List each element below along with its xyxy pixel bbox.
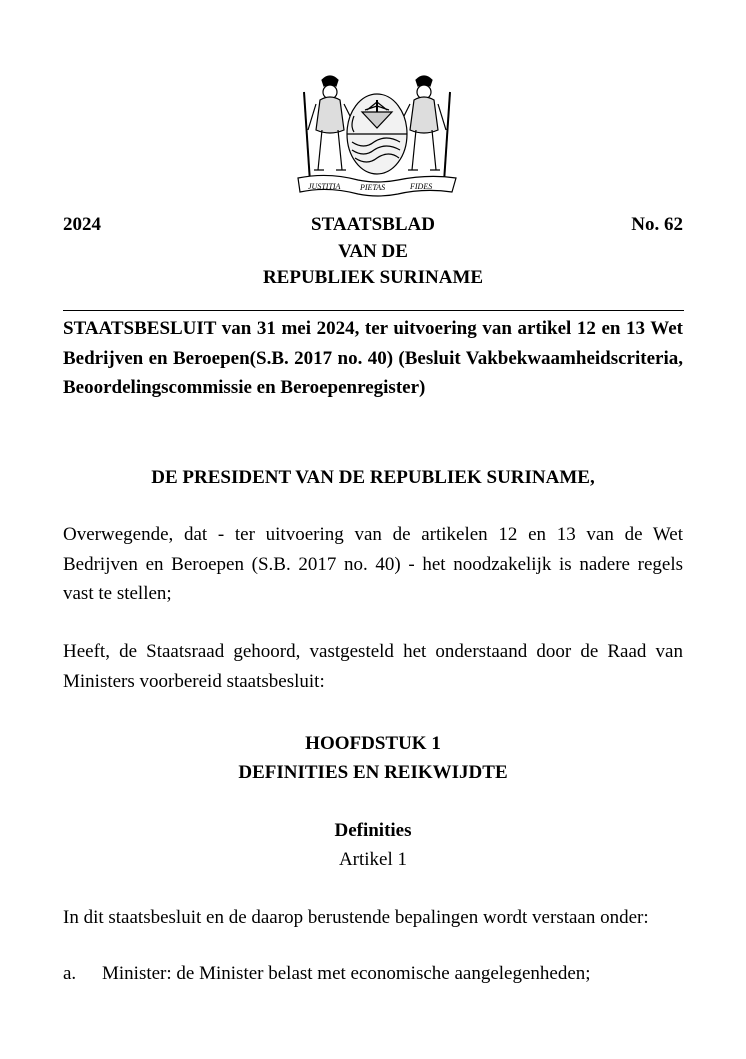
motto-word-2: PIETAS xyxy=(360,183,386,192)
article-heading: Definities xyxy=(334,820,412,841)
header-title-line-2: VAN DE xyxy=(338,241,408,262)
enactment-paragraph: Heeft, de Staatsraad gehoord, vastgesteld het onderstaand door de Raad van Ministers voorbereid staatsbesluit: xyxy=(63,641,683,692)
list-item-text: Minister: de Minister belast met economische aangelegenheden; xyxy=(102,963,591,984)
header-title-line-3: REPUBLIEK SURINAME xyxy=(262,267,484,288)
coat-of-arms-icon xyxy=(292,72,462,200)
article-intro: In dit staatsbesluit en de daarop berustende bepalingen wordt verstaan onder: xyxy=(63,907,649,928)
chapter-title: DEFINITIES EN REIKWIJDTE xyxy=(238,762,508,783)
president-line: DE PRESIDENT VAN DE REPUBLIEK SURINAME, xyxy=(151,467,595,488)
header-title-line-1: STAATSBLAD xyxy=(311,214,435,235)
motto-word-1: JUSTITIA xyxy=(308,182,341,191)
header-year: 2024 xyxy=(63,214,101,235)
list-item-label: a. xyxy=(63,963,77,984)
right-supporter-figure xyxy=(400,76,450,182)
chapter-heading: HOOFDSTUK 1 xyxy=(305,733,441,754)
shield xyxy=(347,94,407,174)
article-number: Artikel 1 xyxy=(338,849,408,870)
header-divider xyxy=(63,310,684,311)
header-number: No. 62 xyxy=(631,214,683,235)
left-supporter-figure xyxy=(304,76,354,182)
motto-word-3: FIDES xyxy=(410,182,433,191)
considering-paragraph: Overwegende, dat - ter uitvoering van de artikelen 12 en 13 van de Wet Bedrijven en Beroepen (S.B. 2017 no. 40) - het noodzakelijk is nadere regels vast te stellen; xyxy=(63,524,683,604)
decree-title: STAATSBESLUIT van 31 mei 2024, ter uitvoering van artikel 12 en 13 Wet Bedrijven en Beroepen(S.B. 2017 no. 40) (Besluit Vakbekwaamheidscriteria, Beoordelingscommissie en Beroepenregister) xyxy=(63,318,683,398)
